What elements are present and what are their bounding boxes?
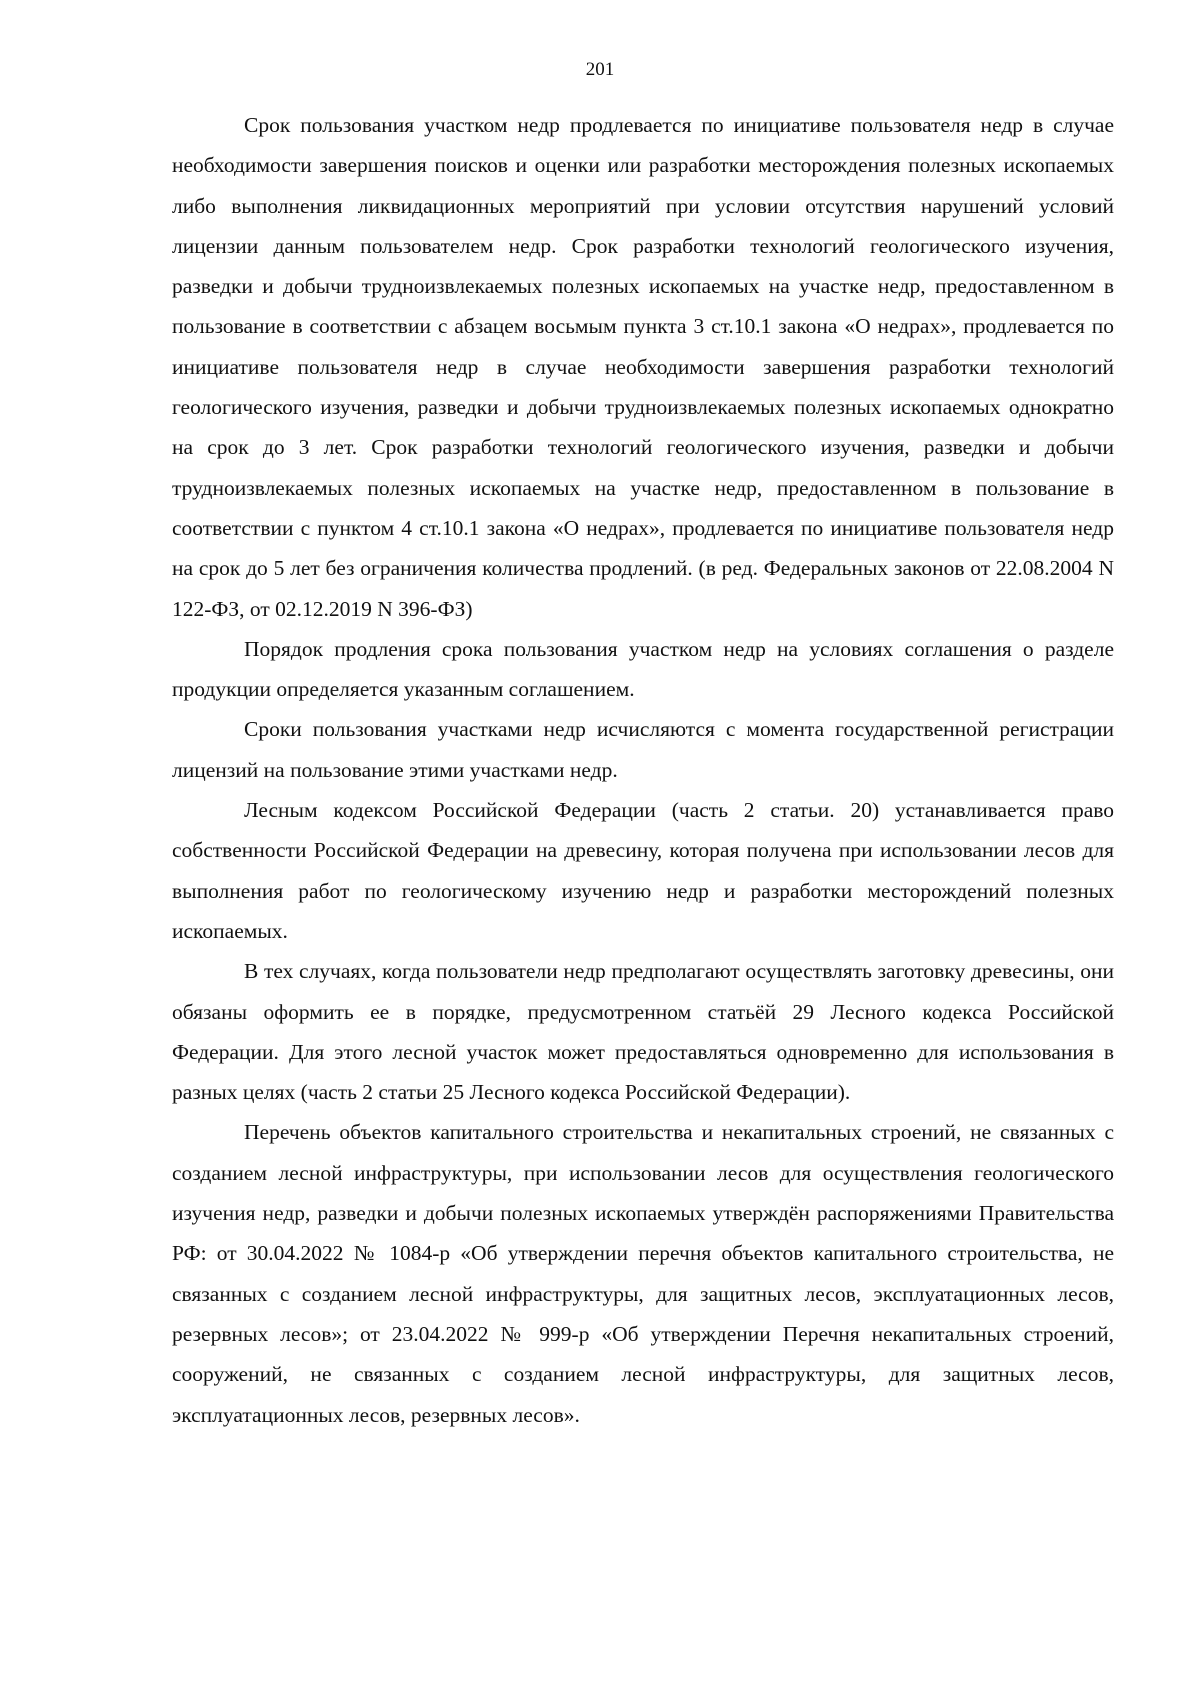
paragraph-construction-list: Перечень объектов капитального строительства и некапитальных строений, не связанных с созданием лесной инфраструктуры, при использовании лесов для осуществления геологического изучения недр, разведки и добычи полезных ископаемых утверждён распоряжениями Правительства РФ: от 30.04.2022 № 1084-р «Об утверждении перечня объектов капитального строительства, не связанных с созданием лесной инфраструктуры, для защитных лесов, эксплуатационных лесов, резервных лесов»; от 23.04.2022 № 999-р «Об утверждении Перечня некапитальных строений, сооружений, не связанных с созданием лесной инфраструктуры, для защитных лесов, эксплуатационных лесов, резервных лесов». (172, 1120, 1114, 1427)
paragraph-forest-code-ownership: Лесным кодексом Российской Федерации (часть 2 статьи. 20) устанавливается право собственности Российской Федерации на древесину, которая получена при использовании лесов для выполнения работ по геологическому изучению недр и разработки месторождений полезных ископаемых. (172, 798, 1114, 943)
page-number: 201 (585, 59, 615, 80)
document-body (172, 105, 1114, 1435)
paragraph-term-extension: Срок пользования участком недр продлевается по инициативе пользователя недр в случае необходимости завершения поисков и оценки или разработки месторождения полезных ископаемых либо выполнения ликвидационных мероприятий при условии отсутствия нарушений условий лицензии данным пользователем недр. Срок разработки технологий геологического изучения, разведки и добычи трудноизвлекаемых полезных ископаемых на участке недр, предоставленном в пользование в соответствии с абзацем восьмым пункта 3 ст.10.1 закона «О недрах», продлевается по инициативе пользователя недр в случае необходимости завершения разработки технологий геологического изучения, разведки и добычи трудноизвлекаемых полезных ископаемых однократно на срок до 3 лет. Срок разработки технологий геологического изучения, разведки и добычи трудноизвлекаемых полезных ископаемых на участке недр, предоставленном в пользование в соответствии с пунктом 4 ст.10.1 закона «О недрах», продлевается по инициативе пользователя недр на срок до 5 лет без ограничения количества продлений. (в ред. Федеральных законов от 22.08.2004 N 122-ФЗ, от 02.12.2019 N 396-ФЗ) (172, 113, 1114, 621)
paragraph-timber-harvesting: В тех случаях, когда пользователи недр предполагают осуществлять заготовку древесины, они обязаны оформить ее в порядке, предусмотренном статьёй 29 Лесного кодекса Российской Федерации. Для этого лесной участок может предоставляться одновременно для использования в разных целях (часть 2 статьи 25 Лесного кодекса Российской Федерации). (172, 959, 1114, 1105)
paragraph-term-calculation: Сроки пользования участками недр исчисляются с момента государственной регистрации лицензий на пользование этими участками недр. (172, 717, 1114, 782)
paragraph-psa-extension: Порядок продления срока пользования участком недр на условиях соглашения о разделе продукции определяется указанным соглашением. (172, 636, 1114, 702)
